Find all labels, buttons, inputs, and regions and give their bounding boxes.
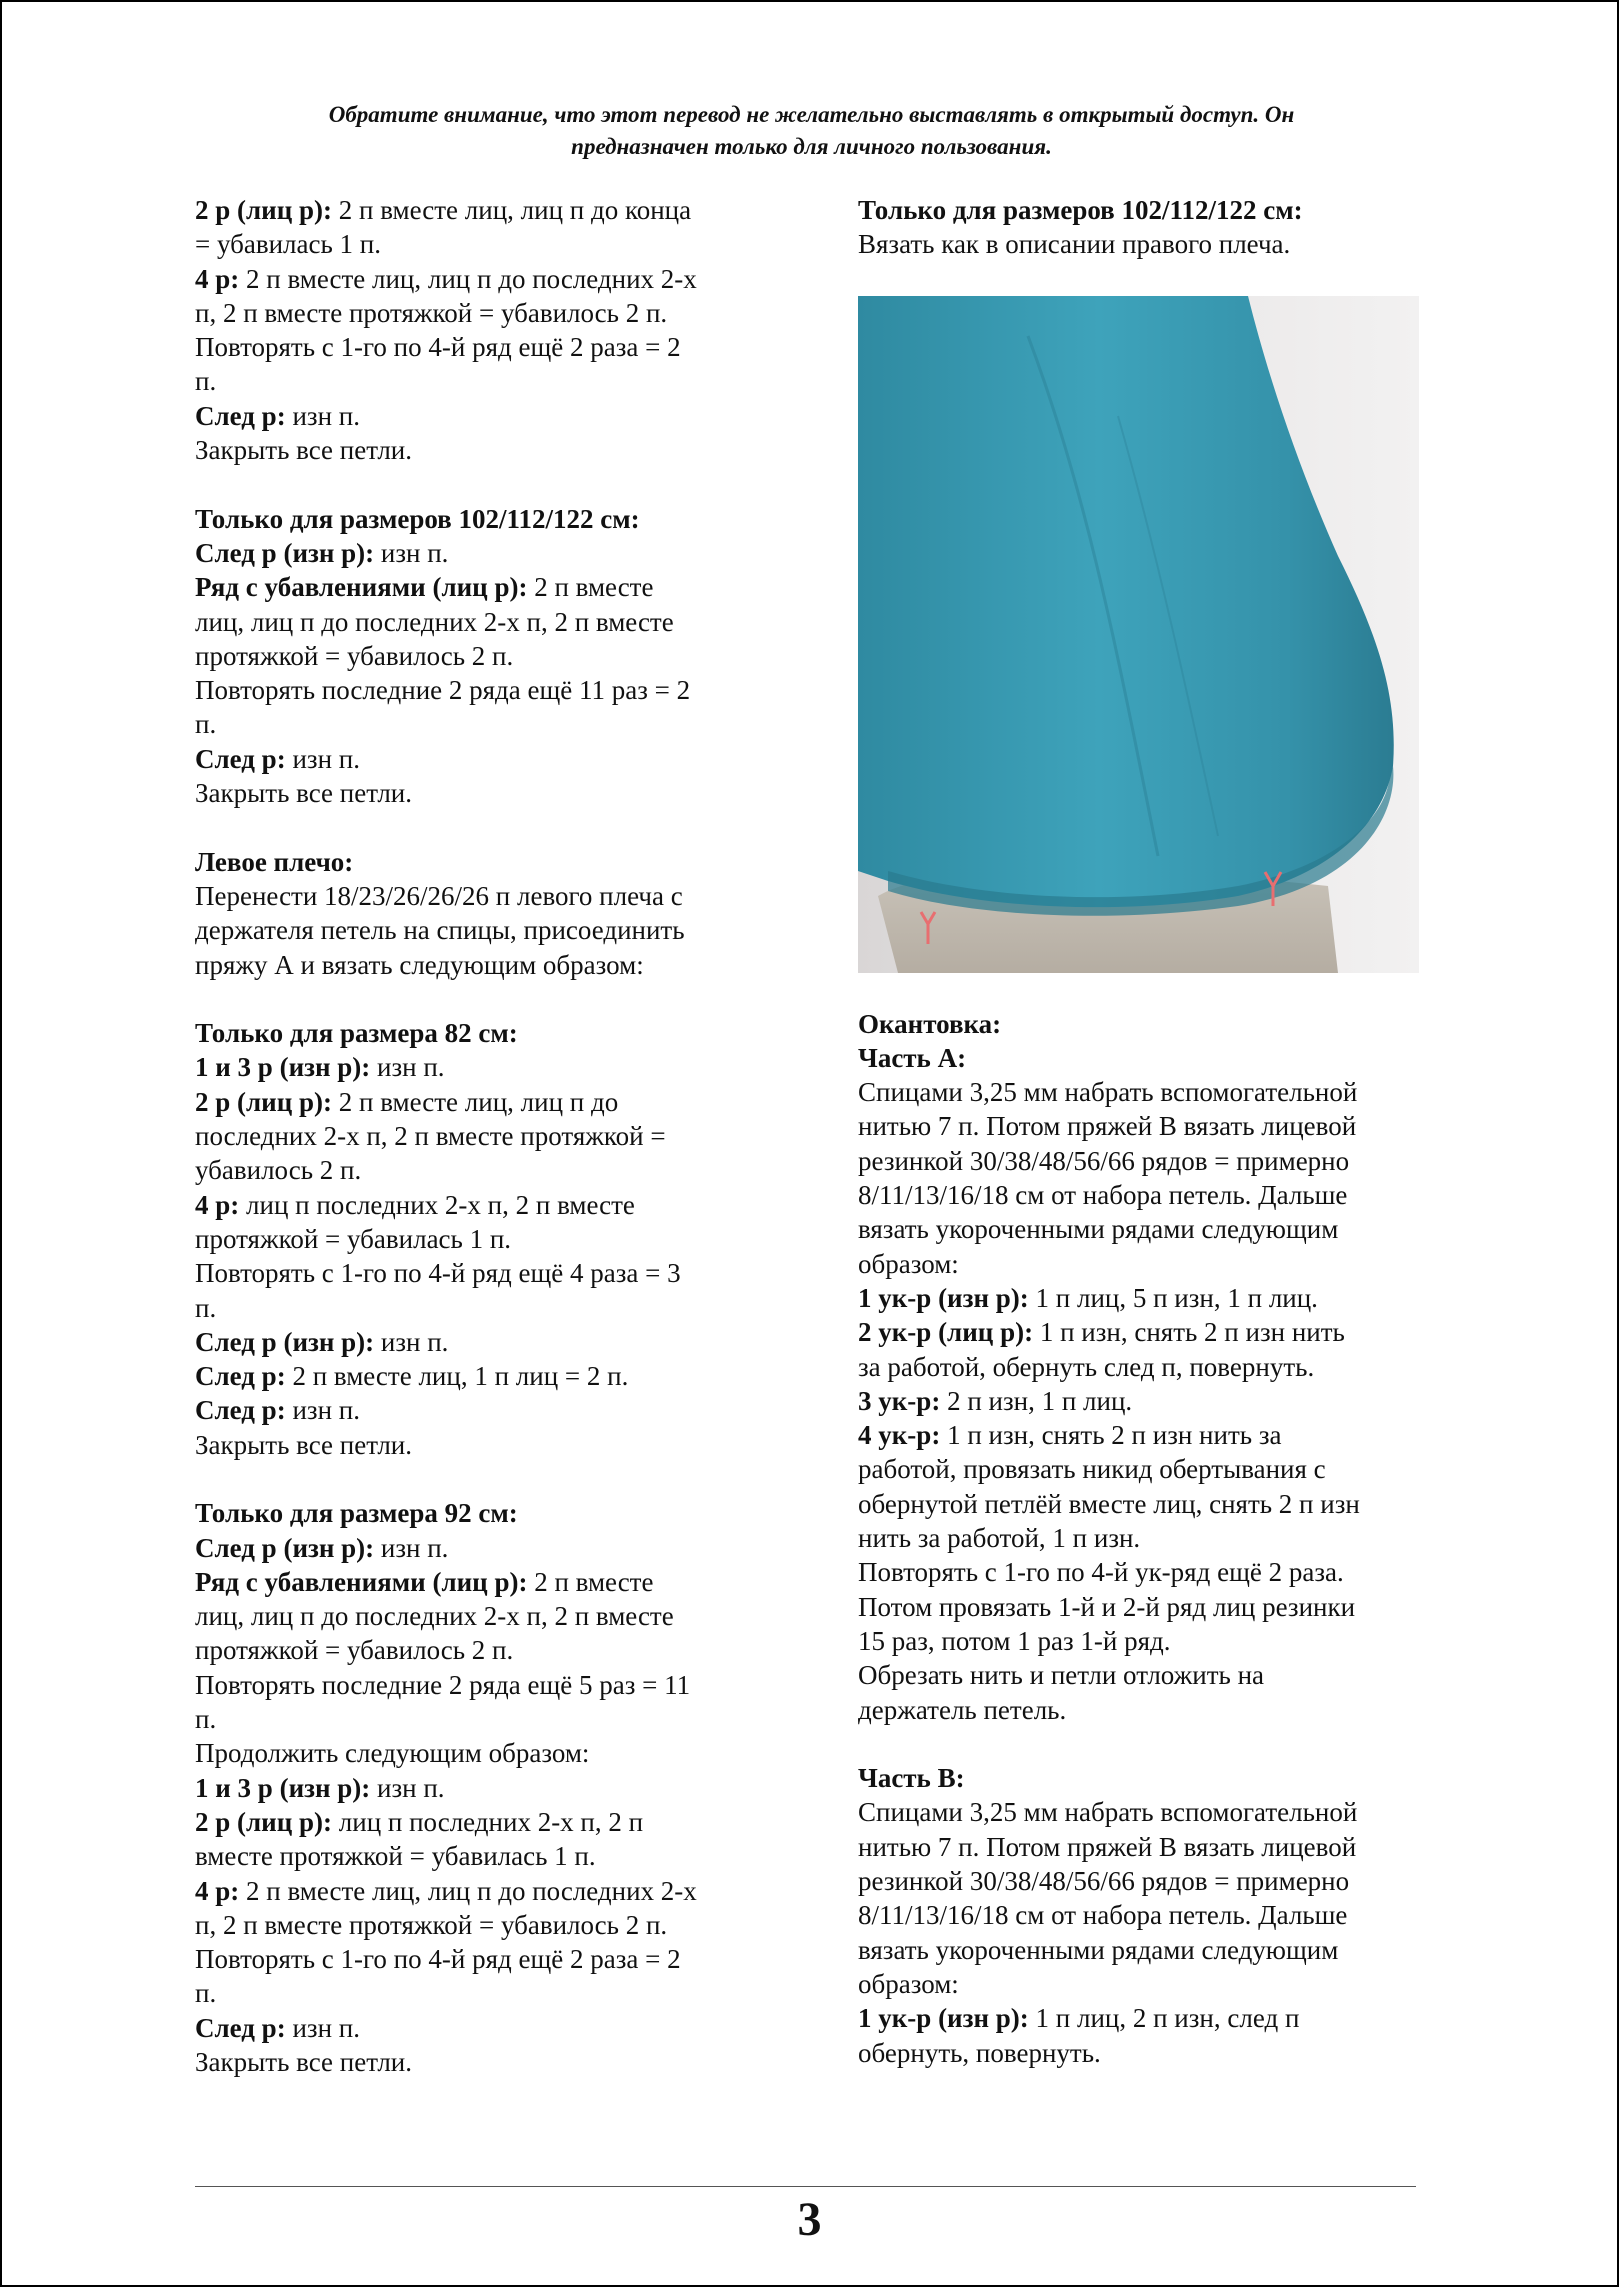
text-line [195,1908,765,1942]
text-run: Закрыть все петли. [195,435,413,466]
bold-run: 2 ук-р (лиц р): [858,1317,1040,1348]
text-run: Повторять с 1-го по 4-й ряд ещё 2 раза = 2 [195,1944,681,1975]
text-run: за работой, обернуть след п, повернуть. [858,1351,1315,1382]
text-run: = убавилась 1 п. [195,229,381,260]
text-line [858,1041,1428,1075]
text-line [195,536,765,570]
text-line [858,2036,1428,2070]
right-column-bottom [858,1007,1428,2070]
text-line [195,1222,765,1256]
text-run: Закрыть все петли. [195,1429,413,1460]
text-line [858,1487,1428,1521]
bold-run: 4 ук-р: [858,1420,948,1451]
text-line [195,1359,765,1393]
text-line [858,1624,1428,1658]
text-run: изн п. [292,400,360,431]
text-line [195,673,765,707]
text-run: Закрыть все петли. [195,778,413,809]
text-line [858,2001,1428,2035]
text-line [195,1942,765,1976]
text-line [858,1830,1428,1864]
text-run: изн п. [292,1395,360,1426]
text-line [858,1693,1428,1727]
text-line [858,1590,1428,1624]
text-run: лиц, лиц п до последних 2-х п, 2 п вместе [195,606,674,637]
text-line [858,1761,1428,1795]
text-run: лиц п последних 2-х п, 2 п вместе [246,1189,635,1220]
text-run: лиц п последних 2-х п, 2 п [338,1806,644,1837]
text-run: резинкой 30/38/48/56/66 рядов = примерно [858,1145,1350,1176]
bold-run: 2 р (лиц р): [195,195,339,225]
blank-line [195,810,765,844]
text-line [195,296,765,330]
text-line [195,1805,765,1839]
text-run: протяжкой = убавилось 2 п. [195,1635,514,1666]
text-run: Обрезать нить и петли отложить на [858,1660,1265,1691]
text-run: 2 п вместе [534,1566,654,1597]
text-line [195,707,765,741]
bold-run: 4 р: [195,1189,247,1220]
text-run: 2 п вместе лиц, лиц п до последних 2-х [246,263,697,294]
text-run: п, 2 п вместе протяжкой = убавилось 2 п. [195,1909,668,1940]
text-line [195,742,765,776]
text-line [195,262,765,296]
text-line [195,2011,765,2045]
text-run: Перенести 18/23/26/26/26 п левого плеча с [195,880,683,911]
text-run: нить за работой, 1 п изн. [858,1523,1141,1554]
text-line [858,1315,1428,1349]
text-line [195,1599,765,1633]
text-line [195,948,765,982]
text-line [195,1291,765,1325]
text-run: 8/11/13/16/18 см от набора петель. Дальше [858,1900,1348,1931]
text-line [858,1212,1428,1246]
text-line [195,1839,765,1873]
sweater-photo-svg [858,296,1419,973]
text-run: п, 2 п вместе протяжкой = убавилось 2 п. [195,297,668,328]
text-run: п. [195,1978,217,2009]
text-line [195,1153,765,1187]
bold-run: 2 р (лиц р): [195,1806,339,1837]
text-line [858,1555,1428,1589]
text-run: 1 п лиц, 5 п изн, 1 п лиц. [1035,1282,1318,1313]
text-line [195,193,765,227]
text-line [195,1771,765,1805]
text-run: п. [195,1292,217,1323]
text-run: изн п. [377,1052,445,1083]
text-run: изн п. [292,2012,360,2043]
text-run: работой, провязать никид обертывания с [858,1454,1326,1485]
text-run: 2 п вместе лиц, 1 п лиц = 2 п. [292,1361,629,1392]
text-run: Вязать как в описании правого плеча. [858,229,1291,260]
notice-line-1: Обратите внимание, что этот перевод не желательно выставлять в открытый доступ. Он [328,102,1295,127]
bold-run: Левое плечо: [195,846,354,877]
text-run: 2 п вместе лиц, лиц п до последних 2-х [246,1875,697,1906]
bold-run: 1 ук-р (изн р): [858,1282,1036,1313]
text-run: п. [195,709,217,740]
text-line [195,1496,765,1530]
text-run: п. [195,366,217,397]
text-run: 8/11/13/16/18 см от набора петель. Дальше [858,1180,1348,1211]
bold-run: 1 и 3 р (изн р): [195,1772,378,1803]
bold-run: След р: [195,400,293,431]
bold-run: 1 ук-р (изн р): [858,2003,1036,2034]
text-run: убавилось 2 п. [195,1155,362,1186]
text-run: 1 п изн, снять 2 п изн нить за [947,1420,1282,1451]
text-run: 2 п вместе [534,572,654,603]
text-line [858,1075,1428,1109]
text-run: п. [195,1704,217,1735]
text-line [195,330,765,364]
text-run: 2 п изн, 1 п лиц. [947,1385,1133,1416]
text-run: Повторять с 1-го по 4-й ряд ещё 2 раза = 2 [195,332,681,363]
text-line [195,1393,765,1427]
text-run: пряжу А и вязать следующим образом: [195,949,644,980]
text-run: Повторять последние 2 ряда ещё 11 раз = 2 [195,675,691,706]
text-run: 1 п изн, снять 2 п изн нить [1039,1317,1345,1348]
bold-run: Ряд с убавлениями (лиц р): [195,572,535,603]
text-line [195,1565,765,1599]
text-run: нитью 7 п. Потом пряжей В вязать лицевой [858,1111,1357,1142]
footer-divider [195,2186,1416,2187]
text-run: 1 п лиц, 2 п изн, след п [1035,2003,1300,2034]
bold-run: 1 и 3 р (изн р): [195,1052,378,1083]
text-line [858,227,1428,261]
text-run: протяжкой = убавилось 2 п. [195,640,514,671]
bold-run: Только для размера 82 см: [195,1018,518,1049]
text-run: нитью 7 п. Потом пряжей В вязать лицевой [858,1831,1357,1862]
bold-run: Часть В: [858,1763,965,1794]
text-line [858,1384,1428,1418]
text-line [858,1933,1428,1967]
text-line [858,1007,1428,1041]
right-column [858,193,1428,2070]
text-line [195,913,765,947]
text-line [858,1898,1428,1932]
text-run: вязать укороченными рядами следующим [858,1934,1339,1965]
sweater-photo [858,296,1419,973]
text-run: протяжкой = убавилась 1 п. [195,1223,512,1254]
text-line [195,1976,765,2010]
text-run: 2 п вместе лиц, лиц п до конца [338,195,692,225]
text-run: вязать укороченными рядами следующим [858,1214,1339,1245]
text-run: последних 2-х п, 2 п вместе протяжкой = [195,1121,666,1152]
bold-run: Только для размеров 102/112/122 см: [195,503,640,534]
bold-run: След р: [195,1395,293,1426]
text-line [858,1967,1428,2001]
text-run: Спицами 3,25 мм набрать вспомогательной [858,1797,1358,1828]
bold-run: След р: [195,2012,293,2043]
text-run: изн п. [380,1532,449,1563]
text-line [858,1178,1428,1212]
blank-line [195,467,765,501]
text-run: изн п. [377,1772,445,1803]
text-line [195,1085,765,1119]
text-line [195,845,765,879]
text-line [195,1736,765,1770]
text-line [858,1864,1428,1898]
text-line [858,1418,1428,1452]
text-run: Продолжить следующим образом: [195,1738,590,1769]
text-run: Закрыть все петли. [195,2047,413,2078]
text-line [195,227,765,261]
bold-run: Часть А: [858,1042,967,1073]
text-line [858,193,1428,227]
bold-run: След р: [195,1361,293,1392]
text-run: держателя петель на спицы, присоединить [195,915,685,946]
text-line [858,1350,1428,1384]
text-line [195,1531,765,1565]
text-run: лиц, лиц п до последних 2-х п, 2 п вместе [195,1601,674,1632]
text-run: изн п. [380,537,449,568]
bold-run: 3 ук-р: [858,1385,948,1416]
text-line [858,1795,1428,1829]
text-line [195,1050,765,1084]
text-run: образом: [858,1248,959,1279]
text-line [195,1016,765,1050]
text-line [195,1702,765,1736]
text-run: Повторять с 1-го по 4-й ряд ещё 4 раза = 3 [195,1258,681,1289]
blank-line [858,1727,1428,1761]
text-line [195,2045,765,2079]
text-line [858,1521,1428,1555]
text-line [195,1874,765,1908]
text-run: обернутой петлёй вместе лиц, снять 2 п изн [858,1488,1360,1519]
left-column [195,193,765,2079]
bold-run: След р: [195,743,293,774]
text-run: вместе протяжкой = убавилась 1 п. [195,1841,596,1872]
bold-run: 4 р: [195,263,247,294]
bold-run: След р (изн р): [195,537,381,568]
text-line [195,776,765,810]
text-run: Спицами 3,25 мм набрать вспомогательной [858,1077,1358,1108]
text-line [195,433,765,467]
translation-notice [202,99,1421,163]
text-run: Повторять последние 2 ряда ещё 5 раз = 11 [195,1669,691,1700]
bold-run: 2 р (лиц р): [195,1086,339,1117]
text-line [195,639,765,673]
text-run: Повторять с 1-го по 4-й ук-ряд ещё 2 раза. [858,1557,1344,1588]
text-run: Потом провязать 1-й и 2-й ряд лиц резинки [858,1591,1356,1622]
bold-run: Окантовка: [858,1008,1002,1039]
text-run: 2 п вместе лиц, лиц п до [338,1086,619,1117]
text-line [195,1668,765,1702]
text-line [858,1281,1428,1315]
text-line [195,1633,765,1667]
bold-run: След р (изн р): [195,1326,381,1357]
text-line [195,502,765,536]
text-line [195,570,765,604]
text-line [195,1119,765,1153]
bold-run: Только для размеров 102/112/122 см: [858,195,1303,225]
text-line [195,1256,765,1290]
text-line [195,605,765,639]
bold-run: 4 р: [195,1875,247,1906]
text-line [858,1658,1428,1692]
text-line [195,1325,765,1359]
text-run: изн п. [292,743,360,774]
text-run: резинкой 30/38/48/56/66 рядов = примерно [858,1866,1350,1897]
blank-line [195,1462,765,1496]
right-column-top [858,193,1428,262]
text-line [195,399,765,433]
text-run: держатель петель. [858,1694,1067,1725]
text-line [195,1428,765,1462]
text-line [858,1144,1428,1178]
notice-line-2: предназначен только для личного пользования. [571,134,1052,159]
blank-line [195,982,765,1016]
text-run: обернуть, повернуть. [858,2037,1101,2068]
text-line [195,1188,765,1222]
text-line [195,879,765,913]
text-line [858,1109,1428,1143]
bold-run: Только для размера 92 см: [195,1498,518,1529]
text-line [195,364,765,398]
text-run: образом: [858,1968,959,1999]
page-number: 3 [797,2193,822,2246]
bold-run: Ряд с убавлениями (лиц р): [195,1566,535,1597]
text-line [858,1247,1428,1281]
text-run: 15 раз, потом 1 раз 1-й ряд. [858,1625,1171,1656]
bold-run: След р (изн р): [195,1532,381,1563]
text-line [858,1452,1428,1486]
text-run: изн п. [380,1326,449,1357]
